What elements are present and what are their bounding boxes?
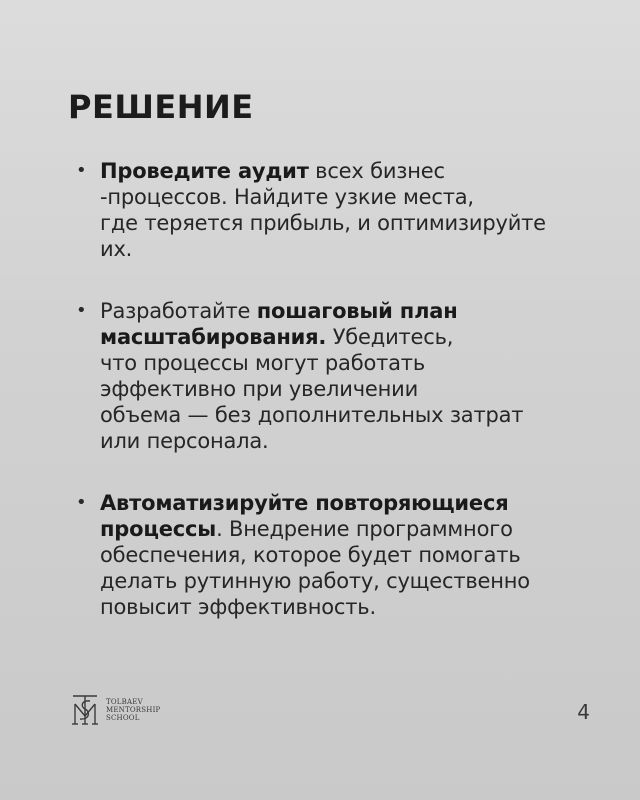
point-text: Разработайте (100, 299, 257, 323)
point-line (100, 428, 592, 454)
bullet-icon: • (76, 300, 87, 321)
school-name-line: TOLBAEV (106, 698, 143, 706)
point-text: эффективно при увеличении (100, 377, 419, 401)
point-text: обеспечения, которое будет помогать (100, 543, 521, 567)
point-line (100, 594, 592, 620)
emphasis-text: Автоматизируйте повторяющиеся (100, 491, 509, 515)
school-name (106, 698, 160, 722)
school-name-line: SCHOOL (106, 714, 140, 722)
point-text: их. (100, 237, 133, 261)
point-line (100, 236, 592, 262)
point-text: . Внедрение программного (216, 517, 513, 541)
point-text: Убедитесь, (326, 325, 454, 349)
point-line (100, 402, 592, 428)
point-text: что процессы могут работать (100, 351, 426, 375)
emphasis-text: процессы (100, 517, 217, 541)
point-line (100, 158, 592, 184)
solution-point (72, 158, 592, 262)
point-line (100, 516, 592, 542)
emphasis-text: Проведите аудит (100, 159, 309, 183)
point-text: делать рутинную работу, существенно (100, 569, 530, 593)
solution-point (72, 490, 592, 620)
point-line (100, 350, 592, 376)
tms-monogram-icon (70, 692, 100, 728)
page-number: 4 (577, 700, 590, 724)
point-line (100, 542, 592, 568)
bullet-icon: • (76, 160, 87, 181)
school-logo (70, 692, 160, 728)
point-text: повысит эффективность. (100, 595, 376, 619)
solution-list (72, 158, 592, 620)
point-line (100, 298, 592, 324)
point-line (100, 376, 592, 402)
point-text: -процессов. Найдите узкие места, (100, 185, 474, 209)
emphasis-text: масштабирования. (100, 325, 327, 349)
solution-point (72, 298, 592, 454)
school-name-line: MENTORSHIP (106, 706, 161, 714)
point-text: всех бизнес (308, 159, 445, 183)
bullet-icon: • (76, 492, 87, 513)
page-title: РЕШЕНИЕ (68, 88, 254, 126)
point-text: или персонала. (100, 429, 269, 453)
point-line (100, 184, 592, 210)
point-line (100, 490, 592, 516)
point-text: где теряется прибыль, и оптимизируйте (100, 211, 546, 235)
emphasis-text: пошаговый план (256, 299, 458, 323)
point-line (100, 324, 592, 350)
point-line (100, 210, 592, 236)
point-text: объема — без дополнительных затрат (100, 403, 524, 427)
point-line (100, 568, 592, 594)
